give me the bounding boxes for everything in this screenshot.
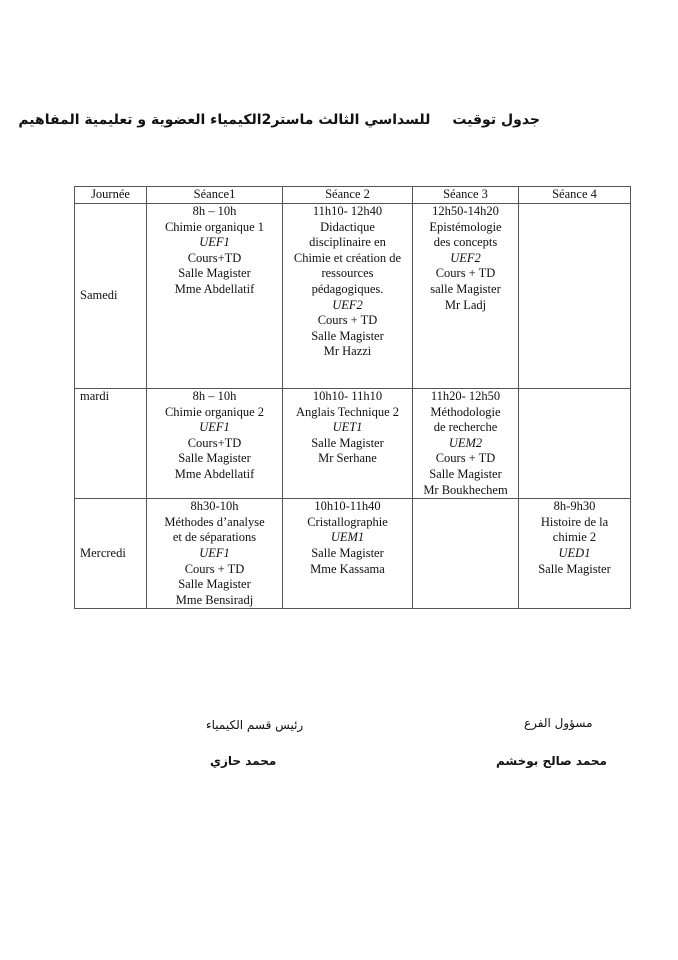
room: salle Magister bbox=[430, 281, 501, 296]
session-type: Cours + TD bbox=[435, 266, 496, 281]
teacher: Mr Boukhechem bbox=[423, 482, 508, 497]
row-mercredi bbox=[75, 499, 631, 609]
course-name: des concepts bbox=[433, 235, 498, 250]
session-time: 8h – 10h bbox=[192, 389, 237, 403]
teacher: Mr Serhane bbox=[318, 451, 377, 466]
course-name: Cristallographie bbox=[307, 514, 388, 529]
unit-code: UEM2 bbox=[448, 435, 483, 450]
course-name: pédagogiques. bbox=[311, 281, 384, 296]
unit-code: UEF1 bbox=[199, 420, 230, 435]
day-cell: Mercredi bbox=[75, 499, 147, 609]
course-name: Anglais Technique 2 bbox=[295, 404, 400, 419]
session-time: 10h10- 11h10 bbox=[312, 389, 383, 403]
room: Salle Magister bbox=[178, 451, 251, 466]
title-part1: جدول توقيت bbox=[452, 112, 540, 128]
session-cell bbox=[147, 389, 283, 499]
unit-code: UEF1 bbox=[199, 235, 230, 250]
session-time: 12h50-14h20 bbox=[432, 204, 499, 218]
header-day: Journée bbox=[75, 187, 147, 204]
course-name: Chimie organique 1 bbox=[164, 219, 265, 234]
course-name: ressources bbox=[321, 266, 374, 281]
session-cell bbox=[519, 499, 631, 609]
course-name: Histoire de la bbox=[540, 514, 609, 529]
session-time: 8h30-10h bbox=[190, 499, 239, 514]
room: Salle Magister bbox=[178, 577, 251, 592]
unit-code: UEF2 bbox=[332, 297, 363, 312]
header-row bbox=[75, 187, 631, 204]
header-seance-1: Séance1 bbox=[147, 187, 283, 204]
course-name: disciplinaire en bbox=[309, 235, 386, 250]
room: Salle Magister bbox=[311, 435, 384, 450]
teacher: Mr Hazzi bbox=[323, 344, 372, 359]
course-name: Epistémologie bbox=[429, 219, 502, 234]
session-time: 8h-9h30 bbox=[553, 499, 596, 514]
teacher: Mme Abdellatif bbox=[174, 281, 255, 296]
session-cell bbox=[283, 389, 413, 499]
unit-code: UEM1 bbox=[330, 530, 365, 545]
teacher: Mme Kassama bbox=[310, 561, 385, 576]
session-cell-empty bbox=[519, 204, 631, 389]
session-cell bbox=[283, 499, 413, 609]
day-cell: mardi bbox=[75, 389, 147, 499]
course-name: et de séparations bbox=[172, 530, 257, 545]
document-title bbox=[0, 112, 540, 128]
course-name: Didactique bbox=[320, 219, 375, 234]
unit-code: UED1 bbox=[558, 545, 591, 560]
course-name: Chimie organique 2 bbox=[164, 404, 265, 419]
course-name: Méthodes d’analyse bbox=[164, 514, 265, 529]
title-part2: للسداسي الثالث ماستر2الكيمياء العضوية و تعليمية المفاهيم bbox=[18, 112, 431, 128]
course-name: chimie 2 bbox=[552, 530, 597, 545]
session-type: Cours+TD bbox=[187, 435, 242, 450]
day-cell: Samedi bbox=[75, 204, 147, 389]
session-time: 11h20- 12h50 bbox=[430, 389, 501, 403]
department-head-role: رئيس قسم الكيمياء bbox=[206, 718, 304, 732]
session-type: Cours + TD bbox=[184, 561, 245, 576]
session-cell-empty bbox=[413, 499, 519, 609]
course-name: Chimie et création de bbox=[293, 250, 402, 265]
teacher: Mme Abdellatif bbox=[174, 466, 255, 481]
unit-code: UET1 bbox=[332, 420, 363, 435]
session-type: Cours + TD bbox=[435, 451, 496, 466]
room: Salle Magister bbox=[311, 545, 384, 560]
session-time: 10h10-11h40 bbox=[314, 499, 381, 514]
session-cell bbox=[147, 499, 283, 609]
branch-head-role: مسؤول الفرع bbox=[524, 716, 593, 730]
session-time: 11h10- 12h40 bbox=[312, 204, 383, 218]
row-samedi bbox=[75, 204, 631, 389]
session-cell bbox=[413, 389, 519, 499]
teacher: Mr Ladj bbox=[444, 297, 487, 312]
room: Salle Magister bbox=[429, 466, 502, 481]
session-cell bbox=[413, 204, 519, 389]
timetable bbox=[74, 186, 631, 609]
session-type: Cours+TD bbox=[187, 250, 242, 265]
room: Salle Magister bbox=[311, 328, 384, 343]
unit-code: UEF1 bbox=[199, 545, 230, 560]
session-type: Cours + TD bbox=[317, 313, 378, 328]
session-cell bbox=[283, 204, 413, 389]
course-name: Méthodologie bbox=[430, 404, 501, 419]
room: Salle Magister bbox=[538, 561, 611, 576]
session-cell-empty bbox=[519, 389, 631, 499]
teacher: Mme Bensiradj bbox=[175, 592, 254, 607]
unit-code: UEF2 bbox=[450, 250, 481, 265]
room: Salle Magister bbox=[178, 266, 251, 281]
header-seance-3: Séance 3 bbox=[413, 187, 519, 204]
header-seance-2: Séance 2 bbox=[283, 187, 413, 204]
course-name: de recherche bbox=[433, 420, 498, 435]
session-cell bbox=[147, 204, 283, 389]
row-mardi bbox=[75, 389, 631, 499]
department-head-name: محمد حازي bbox=[210, 754, 277, 768]
branch-head-name: محمد صالح بوخشم bbox=[496, 754, 607, 768]
session-time: 8h – 10h bbox=[192, 204, 237, 218]
header-seance-4: Séance 4 bbox=[519, 187, 631, 204]
